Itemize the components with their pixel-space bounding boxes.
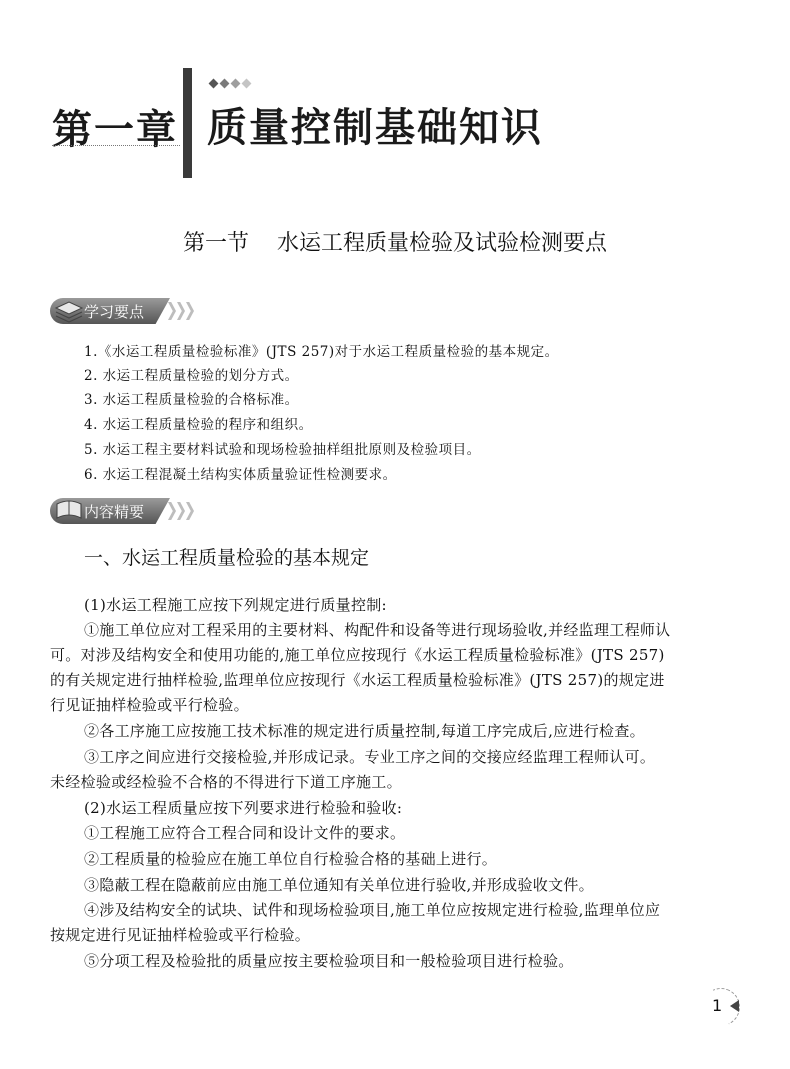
diamond-icon bbox=[242, 79, 252, 89]
page-number: 1 bbox=[712, 996, 723, 1015]
study-points-label: 学习要点 bbox=[84, 303, 145, 321]
study-point-item: 4. 水运工程质量检验的程序和组织。 bbox=[84, 417, 313, 433]
chapter-dotted-rule bbox=[52, 145, 180, 146]
body-line: ③隐蔽工程在隐蔽前应由施工单位通知有关单位进行验收,并形成验收文件。 bbox=[84, 876, 594, 894]
chevron-right-icon bbox=[177, 302, 185, 320]
study-point-item: 5. 水运工程主要材料试验和现场检验抽样组批原则及检验项目。 bbox=[84, 442, 481, 458]
diamond-icon bbox=[220, 79, 230, 89]
study-point-item: 3. 水运工程质量检验的合格标准。 bbox=[84, 392, 299, 408]
diamond-ornament bbox=[210, 80, 250, 87]
content-summary-label: 内容精要 bbox=[84, 503, 145, 521]
body-line: ①施工单位应对工程采用的主要材料、构配件和设备等进行现场验收,并经监理工程师认 bbox=[84, 621, 671, 639]
chapter-label: 第一章 bbox=[52, 107, 178, 153]
chevron-right-icon bbox=[177, 502, 185, 520]
chevron-icons bbox=[168, 302, 194, 320]
study-point-item: 6. 水运工程混凝土结构实体质量验证性检测要求。 bbox=[84, 467, 397, 483]
books-icon bbox=[54, 296, 84, 324]
body-line: 可。对涉及结构安全和使用功能的,施工单位应按现行《水运工程质量检验标准》(JTS 257) bbox=[50, 646, 665, 664]
body-line: ①工程施工应符合工程合同和设计文件的要求。 bbox=[84, 824, 406, 842]
section-title: 第一节 水运工程质量检验及试验检测要点 bbox=[183, 231, 607, 256]
chevron-right-icon bbox=[186, 502, 194, 520]
body-line: ⑤分项工程及检验批的质量应按主要检验项目和一般检验项目进行检验。 bbox=[84, 952, 574, 970]
body-line: ④涉及结构安全的试块、试件和现场检验项目,施工单位应按规定进行检验,监理单位应 bbox=[84, 901, 661, 919]
diamond-icon bbox=[231, 79, 241, 89]
body-line: (2)水运工程质量应按下列要求进行检验和验收: bbox=[84, 799, 403, 817]
chapter-divider-bar bbox=[183, 68, 192, 178]
body-line: 行见证抽样检验或平行检验。 bbox=[50, 696, 249, 714]
body-line: 的有关规定进行抽样检验,监理单位应按现行《水运工程质量检验标准》(JTS 257)的规定进 bbox=[50, 671, 665, 689]
subheading: 一、水运工程质量检验的基本规定 bbox=[84, 547, 370, 569]
chevron-right-icon bbox=[168, 302, 176, 320]
study-point-item: 1.《水运工程质量检验标准》(JTS 257)对于水运工程质量检验的基本规定。 bbox=[84, 344, 559, 360]
book-icon bbox=[54, 496, 84, 524]
chapter-title: 质量控制基础知识 bbox=[207, 105, 543, 151]
chevron-right-icon bbox=[186, 302, 194, 320]
body-line: (1)水运工程施工应按下列规定进行质量控制: bbox=[84, 596, 387, 614]
study-point-item: 2. 水运工程质量检验的划分方式。 bbox=[84, 368, 299, 384]
body-line: 按规定进行见证抽样检验或平行检验。 bbox=[50, 926, 311, 944]
body-line: ③工序之间应进行交接检验,并形成记录。专业工序之间的交接应经监理工程师认可。 bbox=[84, 748, 656, 766]
chevron-right-icon bbox=[168, 502, 176, 520]
diamond-icon bbox=[209, 79, 219, 89]
body-line: ②各工序施工应按施工技术标准的规定进行质量控制,每道工序完成后,应进行检查。 bbox=[84, 722, 645, 740]
body-line: ②工程质量的检验应在施工单位自行检验合格的基础上进行。 bbox=[84, 850, 498, 868]
triangle-left-icon bbox=[730, 1000, 739, 1012]
chevron-icons bbox=[168, 502, 194, 520]
body-line: 未经检验或经检验不合格的不得进行下道工序施工。 bbox=[50, 773, 402, 791]
